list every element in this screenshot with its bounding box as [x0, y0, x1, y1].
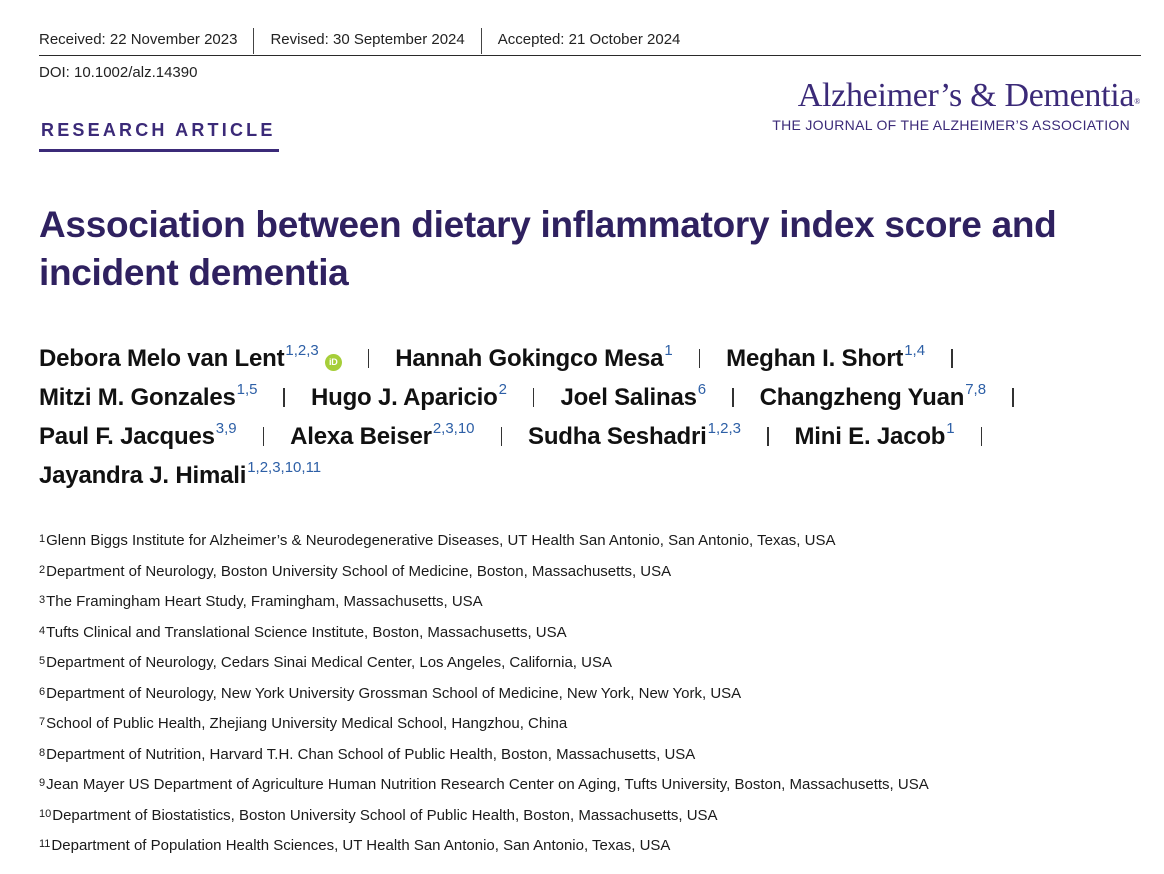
author-name-text: Changzheng Yuan — [759, 384, 965, 411]
author-name[interactable] — [39, 342, 342, 373]
affiliation-text: Department of Neurology, New York University Grossman School of Medicine, New York, New York, USA — [46, 684, 742, 702]
author-name-text: Hugo J. Aparicio — [310, 384, 498, 411]
author-list — [39, 342, 1139, 501]
affiliation-number: 3 — [39, 594, 46, 606]
divider — [951, 349, 953, 368]
author-name-text: Joel Salinas — [560, 384, 697, 411]
revised-date: Revised: 30 September 2024 — [270, 31, 465, 48]
affiliation-item — [39, 531, 1139, 562]
divider — [533, 388, 535, 407]
author-affiliation-marks: 1,2,3 — [707, 420, 741, 437]
affiliation-item — [39, 623, 1139, 654]
author-affiliation-marks: 2,3,10 — [432, 420, 475, 437]
author-name-text: Jayandra J. Himali — [39, 462, 247, 489]
affiliation-number: 10 — [39, 807, 52, 820]
divider — [368, 349, 370, 368]
affiliation-text: Department of Neurology, Cedars Sinai Medical Center, Los Angeles, California, USA — [46, 654, 612, 671]
affiliation-number: 9 — [39, 777, 46, 789]
affiliation-number: 7 — [39, 716, 46, 728]
journal-logo — [772, 78, 1140, 134]
affiliation-text: Department of Population Health Sciences, UT Health San Antonio, San Antonio, Texas, USA — [51, 837, 671, 854]
affiliation-item — [39, 836, 1139, 867]
author-name[interactable] — [395, 342, 673, 373]
affiliation-number: 2 — [39, 563, 46, 576]
author-row — [39, 381, 1139, 423]
author-name[interactable] — [726, 342, 926, 373]
affiliation-list — [39, 531, 1139, 867]
divider — [1012, 388, 1014, 407]
author-name-text: Hannah Gokingco Mesa — [395, 345, 664, 372]
author-name[interactable] — [290, 420, 475, 451]
affiliation-number: 1 — [39, 533, 46, 545]
affiliation-text: School of Public Health, Zhejiang University Medical School, Hangzhou, China — [46, 715, 568, 732]
divider — [981, 427, 983, 446]
author-name[interactable] — [528, 420, 741, 451]
author-name-text: Meghan I. Short — [726, 345, 904, 372]
author-affiliation-marks: 1,2,3,10,11 — [247, 459, 322, 476]
author-name-text: Debora Melo van Lent — [39, 345, 285, 372]
affiliation-number: 6 — [39, 685, 46, 698]
author-affiliation-marks: 1 — [664, 342, 673, 359]
affiliation-number: 11 — [39, 838, 51, 850]
affiliation-number: 8 — [39, 746, 46, 759]
publication-dates-bar — [39, 30, 1141, 56]
author-name-text: Paul F. Jacques — [39, 423, 215, 450]
author-name[interactable] — [759, 381, 987, 412]
accepted-date: Accepted: 21 October 2024 — [497, 31, 681, 48]
orcid-icon[interactable]: iD — [325, 354, 342, 371]
divider — [283, 388, 285, 407]
doi-link[interactable]: DOI: 10.1002/alz.14390 — [39, 64, 198, 81]
registered-mark: ® — [1134, 97, 1140, 106]
author-affiliation-marks: 1,4 — [904, 342, 926, 359]
article-type-underline — [39, 149, 279, 152]
author-affiliation-marks: 7,8 — [965, 381, 987, 398]
author-affiliation-marks: 6 — [697, 381, 707, 398]
affiliation-text: The Framingham Heart Study, Framingham, Massachusetts, USA — [46, 593, 483, 610]
affiliation-item — [39, 775, 1139, 806]
author-row — [39, 459, 1139, 501]
author-name[interactable] — [39, 420, 237, 451]
journal-name-text: Alzheimer’s & Dementia — [797, 77, 1135, 114]
received-date: Received: 22 November 2023 — [39, 31, 238, 48]
author-row — [39, 420, 1139, 462]
affiliation-number: 5 — [39, 655, 46, 667]
affiliation-text: Jean Mayer US Department of Agriculture Human Nutrition Research Center on Aging, Tufts University, Boston, Massachusetts, USA — [46, 776, 929, 793]
article-title: Association between dietary inflammatory index score and incident dementia — [39, 204, 1057, 293]
author-name[interactable] — [310, 381, 507, 412]
author-name-text: Mini E. Jacob — [794, 423, 946, 450]
affiliation-item — [39, 806, 1139, 837]
divider — [732, 388, 734, 407]
divider — [481, 28, 482, 54]
affiliation-item — [39, 714, 1139, 745]
divider — [767, 427, 769, 446]
author-name-text: Alexa Beiser — [290, 423, 432, 450]
affiliation-item — [39, 592, 1139, 623]
author-affiliation-marks: 3,9 — [215, 420, 237, 437]
author-name[interactable] — [39, 381, 258, 412]
author-affiliation-marks: 2 — [498, 381, 507, 398]
affiliation-item — [39, 684, 1139, 715]
divider — [501, 427, 503, 446]
author-name[interactable] — [794, 420, 955, 451]
affiliation-text: Tufts Clinical and Translational Science Institute, Boston, Massachusetts, USA — [46, 623, 567, 641]
author-affiliation-marks: 1 — [946, 420, 955, 437]
author-name[interactable] — [560, 381, 707, 412]
author-affiliation-marks: 1,5 — [236, 381, 258, 398]
journal-name — [772, 78, 1140, 114]
author-name-text: Sudha Seshadri — [528, 423, 707, 450]
affiliation-item — [39, 562, 1139, 593]
affiliation-item — [39, 745, 1139, 776]
affiliation-text: Department of Biostatistics, Boston University School of Public Health, Boston, Massachusetts, USA — [52, 806, 718, 824]
author-affiliation-marks: 1,2,3 — [285, 342, 319, 359]
affiliation-text: Glenn Biggs Institute for Alzheimer’s & Neurodegenerative Diseases, UT Health San Antonio, San Antonio, Texas, USA — [46, 532, 836, 549]
affiliation-text: Department of Nutrition, Harvard T.H. Chan School of Public Health, Boston, Massachusetts, USA — [46, 745, 696, 763]
author-name[interactable] — [39, 459, 322, 490]
affiliation-number: 4 — [39, 624, 46, 637]
divider — [699, 349, 701, 368]
author-name-text: Mitzi M. Gonzales — [39, 384, 236, 411]
journal-subtitle: THE JOURNAL OF THE ALZHEIMER’S ASSOCIATION — [772, 117, 1130, 133]
affiliation-text: Department of Neurology, Boston University School of Medicine, Boston, Massachusetts, USA — [46, 562, 672, 580]
divider — [253, 28, 254, 54]
author-row — [39, 342, 1139, 384]
divider — [263, 427, 265, 446]
affiliation-item — [39, 653, 1139, 684]
article-type: RESEARCH ARTICLE — [41, 120, 276, 140]
